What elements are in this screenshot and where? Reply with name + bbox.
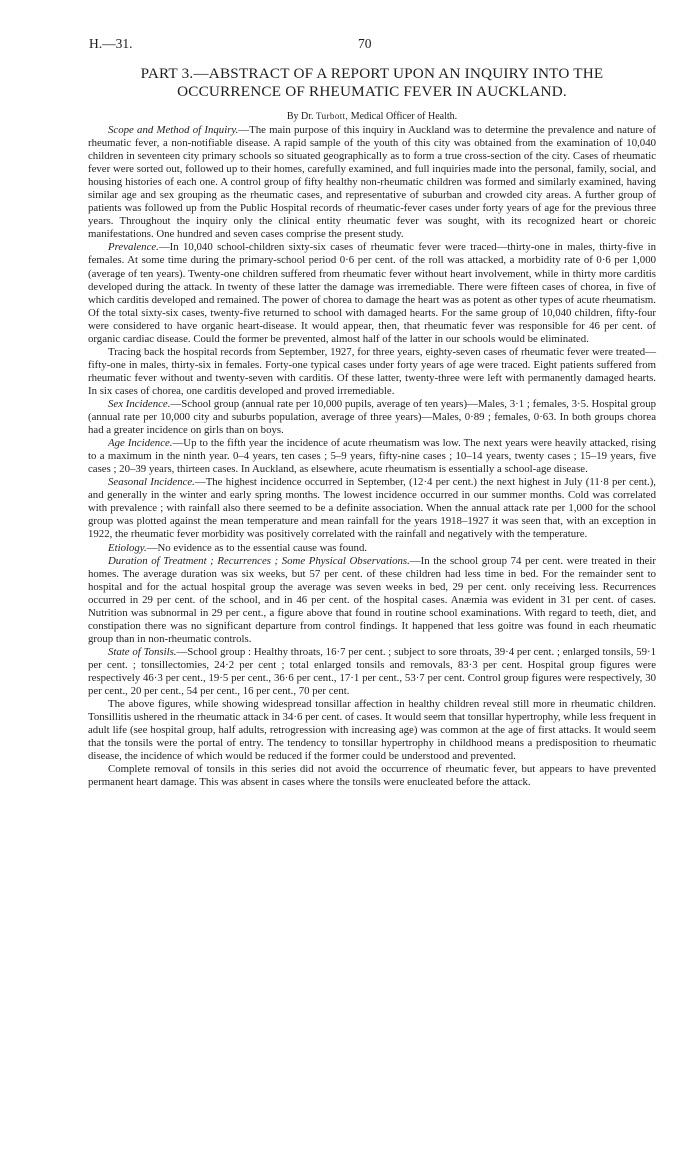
report-body xyxy=(88,124,656,789)
paragraph-sex-incidence xyxy=(88,398,656,437)
paragraph-text: —School group (annual rate per 10,000 pupils, average of ten years)—Males, 3·1 ; females, 3·5. Hospital group (annual rate per 10,000 city and suburbs population, average of three years)—Males, 0·89 ; females, 0·63. In both groups chorea had a greater incidence on girls than on boys. xyxy=(88,397,656,437)
paragraph-heading: State of Tonsils. xyxy=(108,645,177,658)
paragraph-text: —School group : Healthy throats, 16·7 per cent. ; subject to sore throats, 39·4 per cent. ; enlarged tonsils, 59·1 per cent. ; tonsillectomies, 24·2 per cent ; total enlarged tonsils and removals, 83·3 per cent. Hospital group figures were respectively 46·3 per cent., 19·5 per cent., 36·6 per cent., 17·1 per cent., 53·7 per cent. Control group figures were respectively, 30 per cent., 20 per cent., 54 per cent., 16 per cent., 70 per cent. xyxy=(88,645,656,698)
paragraph-etiology xyxy=(88,542,656,555)
paragraph-heading: Sex Incidence. xyxy=(108,397,171,410)
paragraph-text: Complete removal of tonsils in this series did not avoid the occurrence of rheumatic fever, but appears to have prevented permanent heart damage. This was absent in cases where the tonsils were enucleated before the attack. xyxy=(88,763,656,789)
paragraph-tonsil-removal xyxy=(88,763,656,789)
byline-author: Turbott, xyxy=(316,111,349,121)
paragraph-seasonal-incidence xyxy=(88,476,656,541)
paragraph-text: —No evidence as to the essential cause was found. xyxy=(146,541,368,554)
byline-role: Medical Officer of Health. xyxy=(350,111,458,122)
paragraph-prevalence xyxy=(88,241,656,345)
paragraph-text: —The main purpose of this inquiry in Auckland was to determine the prevalence and nature of rheumatic fever, a non-notifiable disease. A rapid sample of the youth of this city was obtained from the examination of 10,040 children in seventeen city primary schools so situated geographically as to form a true cross-section of the city. Cases of rheumatic fever were sorted out, followed up to their homes, carefully examined, and full inquiries made into the personal, family, social, and housing histories of each one. A control group of fifty healthy non-rheumatic children was formed and similarly examined, having similar age and sex grouping as the rheumatic cases, and representative of suburban and crowded city areas. A further group of patients was followed up from the Public Hospital records of rheumatic-fever cases under forty years of age for the previous three years. Throughout the inquiry only the clinical entity rheumatic fever was sought, with its recognized heart or choreic manifestations. One hundred and seven cases comprise the present study. xyxy=(88,124,656,241)
paragraph-heading: Age Incidence. xyxy=(108,437,173,450)
paragraph-heading: Scope and Method of Inquiry. xyxy=(108,124,239,136)
page-title: PART 3.—ABSTRACT OF A REPORT UPON AN INQUIRY INTO THE OCCURRENCE OF RHEUMATIC FEVER IN AUCKLAND. xyxy=(140,65,604,100)
paragraph-text: —In the school group 74 per cent. were treated in their homes. The average duration was six weeks, but 57 per cent. of these children had less time in bed. For the remainder sent to hospital and for the actual hospital group the average was seven weeks in bed, 29 per cent. only receiving less. Recurrences occurred in 29 per cent. of the school, and in 46 per cent. of the hospital cases. Anæmia was evident in 31 per cent. of cases. Nutrition was subnormal in 29 per cent., a figure above that found in routine school examinations. With regard to teeth, diet, and constipation there was no significant departure from control findings. It happened that less goitre was found in each rheumatic group than in non-rheumatic controls. xyxy=(88,554,656,645)
paragraph-tonsils xyxy=(88,646,656,698)
byline xyxy=(88,110,656,123)
paragraph-heading: Etiology. xyxy=(108,541,147,554)
paragraph-heading: Prevalence. xyxy=(108,241,159,254)
paragraph-text: —Up to the fifth year the incidence of acute rheumatism was low. The next years were heavily attacked, rising to a maximum in the ninth year. 0–4 years, ten cases ; 5–9 years, fifty-nine cases ; 10–14 years, twenty cases ; 15–19 years, five cases ; 20–39 years, thirteen cases. In Auckland, as elsewhere, acute rheumatism is essentially a school-age disease. xyxy=(88,437,656,476)
paragraph-heading: Duration of Treatment ; Recurrences ; Some Physical Observations. xyxy=(108,554,410,567)
paragraph-tonsil-analysis xyxy=(88,698,656,763)
byline-prefix: By Dr. xyxy=(286,111,314,122)
paragraph-text: —The highest incidence occurred in September, (12·4 per cent.) the next highest in July (11·8 per cent.), and generally in the winter and early spring months. The lowest incidence occurred in our summer months. Cold was correlated with prevalence ; with rainfall also there seemed to be a definite association. When the annual attack rate per 1,000 for the school group was plotted against the mean temperature and mean rainfall for the years 1918–1927 it was seen that, with an exception in 1922, the rheumatic fever morbidity was positively correlated with the rainfall and negatively with the temperature. xyxy=(88,476,657,541)
paragraph-text: —In 10,040 school-children sixty-six cases of rheumatic fever were traced—thirty-one in males, thirty-five in females. At some time during the primary-school period 0·6 per cent. of the roll was attacked, a morbidity rate of 0·6 per 1,000 (average of ten years). Twenty-one children suffered from rheumatic fever without heart involvement, while in thirty more carditis developed during the attack. In twenty of these latter the damage was irremediable. There were fifteen cases of chorea, in five of which carditis developed and remained. The power of chorea to damage the heart was as potent as other types of acute rheumatism. Of the total sixty-six cases, twenty-five returned to school with damaged hearts. For the same group of 10,040 children, fifty-four were considered to have organic heart-disease. It would appear, then, that rheumatic fever was responsible for 46 per cent. of organic cardiac disease. Could the former be prevented, almost half of the latter in our schools would be eliminated. xyxy=(88,241,656,345)
paragraph-text: The above figures, while showing widespread tonsillar affection in healthy children reveal still more in rheumatic children. Tonsillitis ushered in the rheumatic attack in 34·6 per cent. of cases. It would seem that tonsillar hypertrophy, while less frequent in adult life (see hospital group, half adults, retrogression with increasing age) was common at the age of first attacks. It would seem that the tonsils were the portal of entry. The tendency to tonsillar hypertrophy in childhood means a predisposition to rheumatic disease, the incidence of which would be reduced if the former could be understood and prevented. xyxy=(88,698,656,763)
paragraph-scope xyxy=(88,124,656,241)
document-reference: H.—31. xyxy=(89,36,133,51)
paragraph-heading: Seasonal Incidence. xyxy=(108,476,195,489)
paragraph-text: Tracing back the hospital records from September, 1927, for three years, eighty-seven cases of rheumatic fever were treated—fifty-one in males, thirty-six in females. Forty-one typical cases under forty years of age were traced. Eight patients suffered from rheumatic fever without and twenty-seven with carditis. Of these latter, twenty-three were left with permanently damaged hearts. In six cases of chorea, one carditis developed and proved irremediable. xyxy=(88,345,656,397)
paragraph-hospital-records xyxy=(88,346,656,398)
paragraph-duration xyxy=(88,555,656,646)
page-number: 70 xyxy=(358,36,372,51)
paragraph-age-incidence xyxy=(88,437,656,476)
